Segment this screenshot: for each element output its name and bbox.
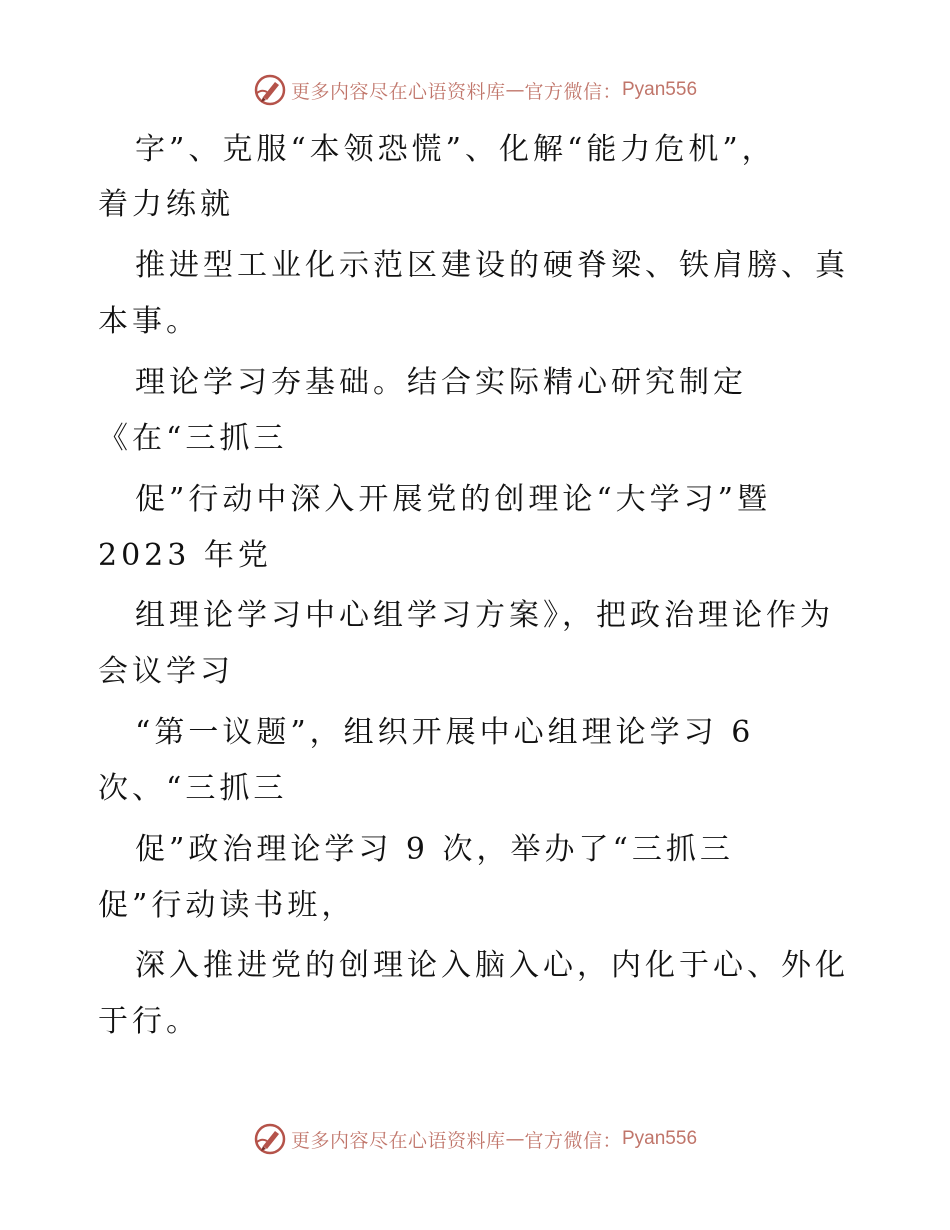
text-line-6: 《在“三抓三 — [98, 421, 288, 456]
watermark-contact-id: Pyan556 — [622, 79, 698, 100]
text-line-7: 促”行动中深入开展党的创理论“大学习”暨 — [135, 482, 772, 517]
text-line-16: 于行。 — [98, 1004, 200, 1039]
text-line-12: 次、“三抓三 — [98, 771, 288, 806]
text-line-4: 本事。 — [98, 304, 200, 339]
watermark-contact-label: 官方微信： — [524, 1129, 622, 1152]
text-line-8: 2023 年党 — [98, 538, 272, 573]
watermark-contact-label: 官方微信： — [524, 80, 622, 103]
text-line-9: 组理论学习中心组学习方案》，把政治理论作为 — [135, 598, 834, 633]
text-line-1: 字”、克服“本领恐慌”、化解“能力危机”， — [135, 132, 776, 167]
watermark-separator: — — [505, 79, 525, 101]
text-line-5: 理论学习夯基础。结合实际精心研究制定 — [135, 365, 747, 400]
pen-logo-icon — [253, 1122, 287, 1156]
text-line-10: 会议学习 — [98, 654, 234, 689]
text-line-3: 推进型工业化示范区建设的硬脊梁、铁肩膀、真 — [135, 248, 849, 283]
header-watermark — [0, 70, 950, 110]
text-line-14: 促”行动读书班， — [98, 888, 356, 923]
pen-logo-icon — [253, 73, 287, 107]
watermark-site-text: 更多内容尽在心语资料库 — [290, 1129, 506, 1152]
text-line-15: 深入推进党的创理论入脑入心，内化于心、外化 — [135, 948, 849, 983]
watermark-contact-id: Pyan556 — [622, 1128, 698, 1149]
text-line-2: 着力练就 — [98, 187, 234, 222]
watermark-separator: — — [505, 1128, 525, 1150]
watermark-site-text: 更多内容尽在心语资料库 — [290, 80, 506, 103]
text-line-13: 促”政治理论学习 9 次，举办了“三抓三 — [135, 832, 734, 867]
text-line-11: “第一议题”，组织开展中心组理论学习 6 — [135, 715, 755, 750]
footer-watermark — [0, 1119, 950, 1159]
